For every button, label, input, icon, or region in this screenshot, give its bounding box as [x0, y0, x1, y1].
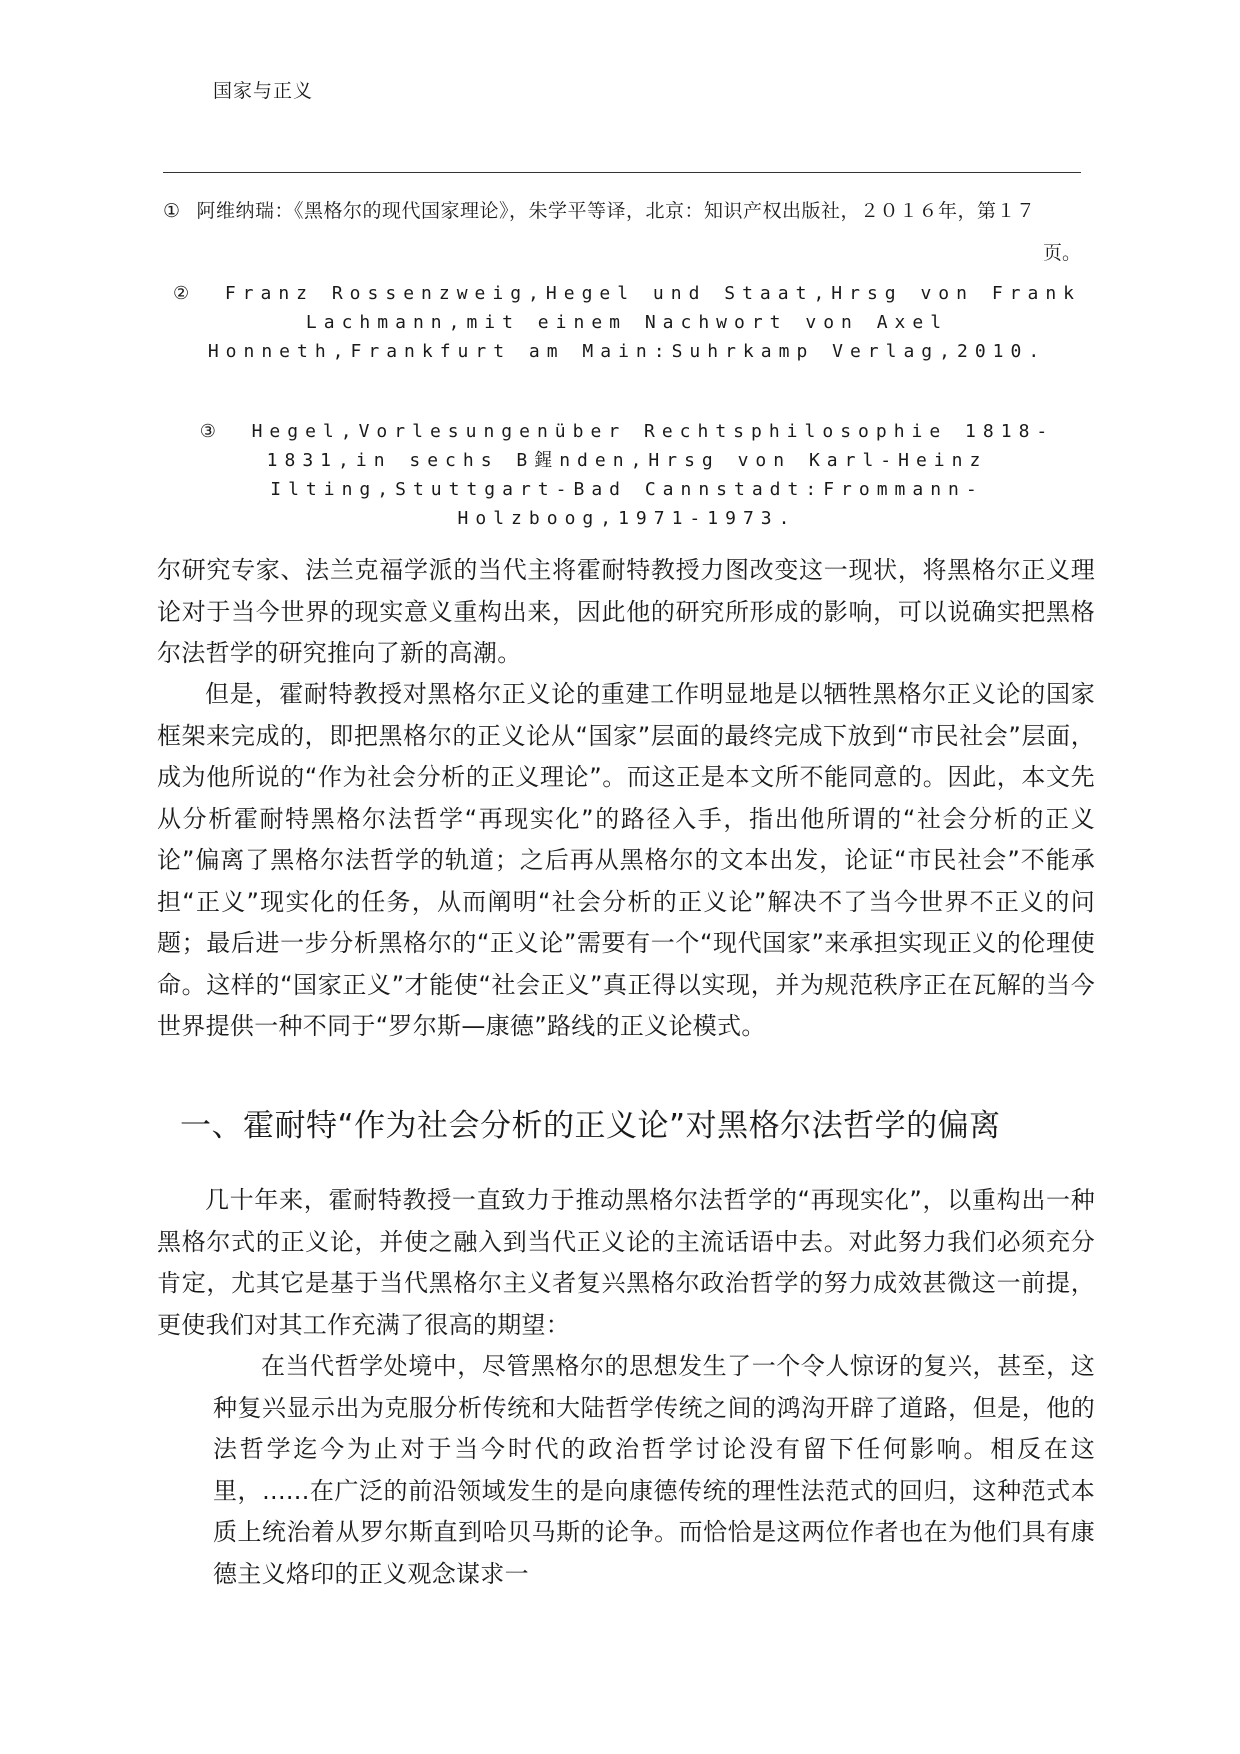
footnote-3 — [163, 417, 1091, 533]
footnote-1 — [163, 196, 1091, 226]
footnote-separator — [163, 172, 1081, 173]
footnote-3-text: Hegel,Vorlesungenüber Rechtsphilosophie 1818-1831,in sechs B鍟nden,Hrsg von Karl-Heinz Ilting,Stuttgart-Bad Cannstadt:Frommann-Holzboog,1971-1973. — [251, 421, 1055, 529]
footnote-3-mark: ③ — [199, 421, 216, 442]
footnote-1-text: 阿维纳瑞：《黑格尔的现代国家理论》，朱学平等译，北京：知识产权出版社，２０１６年，第１７ — [196, 200, 1036, 222]
running-header: 国家与正义 — [213, 80, 314, 102]
footnote-2-mark: ② — [173, 283, 190, 304]
body-paragraph-3 — [157, 1180, 1095, 1346]
paragraph-text: 但是，霍耐特教授对黑格尔正义论的重建工作明显地是以牺牲黑格尔正义论的国家框架来完成的，即把黑格尔的正义论从“国家”层面的最终完成下放到“市民社会”层面，成为他所说的“作为社会分析的正义理论”。而这正是本文所不能同意的。因此，本文先从分析霍耐特黑格尔法哲学“再现实化”的路径入手，指出他所谓的“社会分析的正义论”偏离了黑格尔法哲学的轨道；之后再从黑格尔的文本出发，论证“市民社会”不能承担“正义”现实化的任务，从而阐明“社会分析的正义论”解决不了当今世界不正义的问题；最后进一步分析黑格尔的“正义论”需要有一个“现代国家”来承担实现正义的伦理使命。这样的“国家正义”才能使“社会正义”真正得以实现，并为规范秩序正在瓦解的当今世界提供一种不同于“罗尔斯—康德”路线的正义论模式。 — [157, 680, 1095, 1040]
section-heading: 一、霍耐特“作为社会分析的正义论”对黑格尔法哲学的偏离 — [180, 1108, 1001, 1144]
footnote-2 — [163, 279, 1091, 366]
paragraph-text: 尔研究专家、法兰克福学派的当代主将霍耐特教授力图改变这一现状，将黑格尔正义理论对于当今世界的现实意义重构出来，因此他的研究所形成的影响，可以说确实把黑格尔法哲学的研究推向了新的高潮。 — [157, 556, 1095, 667]
footnote-1-mark: ① — [163, 200, 181, 222]
footnote-2-text: Franz Rossenzweig,Hegel und Staat,Hrsg von Frank Lachmann,mit einem Nachwort von Axel Honneth,Frankfurt am Main:Suhrkamp Verlag,2010. — [207, 283, 1081, 362]
footnote-1-continuation: 页。 — [1042, 242, 1081, 264]
paragraph-text: 几十年来，霍耐特教授一直致力于推动黑格尔法哲学的“再现实化”，以重构出一种黑格尔式的正义论，并使之融入到当代正义论的主流话语中去。对此努力我们必须充分肯定，尤其它是基于当代黑格尔主义者复兴黑格尔政治哲学的努力成效甚微这一前提，更使我们对其工作充满了很高的期望： — [157, 1186, 1095, 1339]
body-paragraph-2 — [157, 674, 1095, 1048]
body-paragraph-1 — [157, 550, 1095, 675]
block-quote: 在当代哲学处境中，尽管黑格尔的思想发生了一个令人惊讶的复兴，甚至，这种复兴显示出为克服分析传统和大陆哲学传统之间的鸿沟开辟了道路，但是，他的法哲学迄今为止对于当今时代的政治哲学讨论没有留下任何影响。相反在这里，......在广泛的前沿领域发生的是向康德传统的理性法范式的回归，这种范式本质上统治着从罗尔斯直到哈贝马斯的论争。而恰恰是这两位作者也在为他们具有康德主义烙印的正义观念谋求一 — [213, 1352, 1095, 1588]
